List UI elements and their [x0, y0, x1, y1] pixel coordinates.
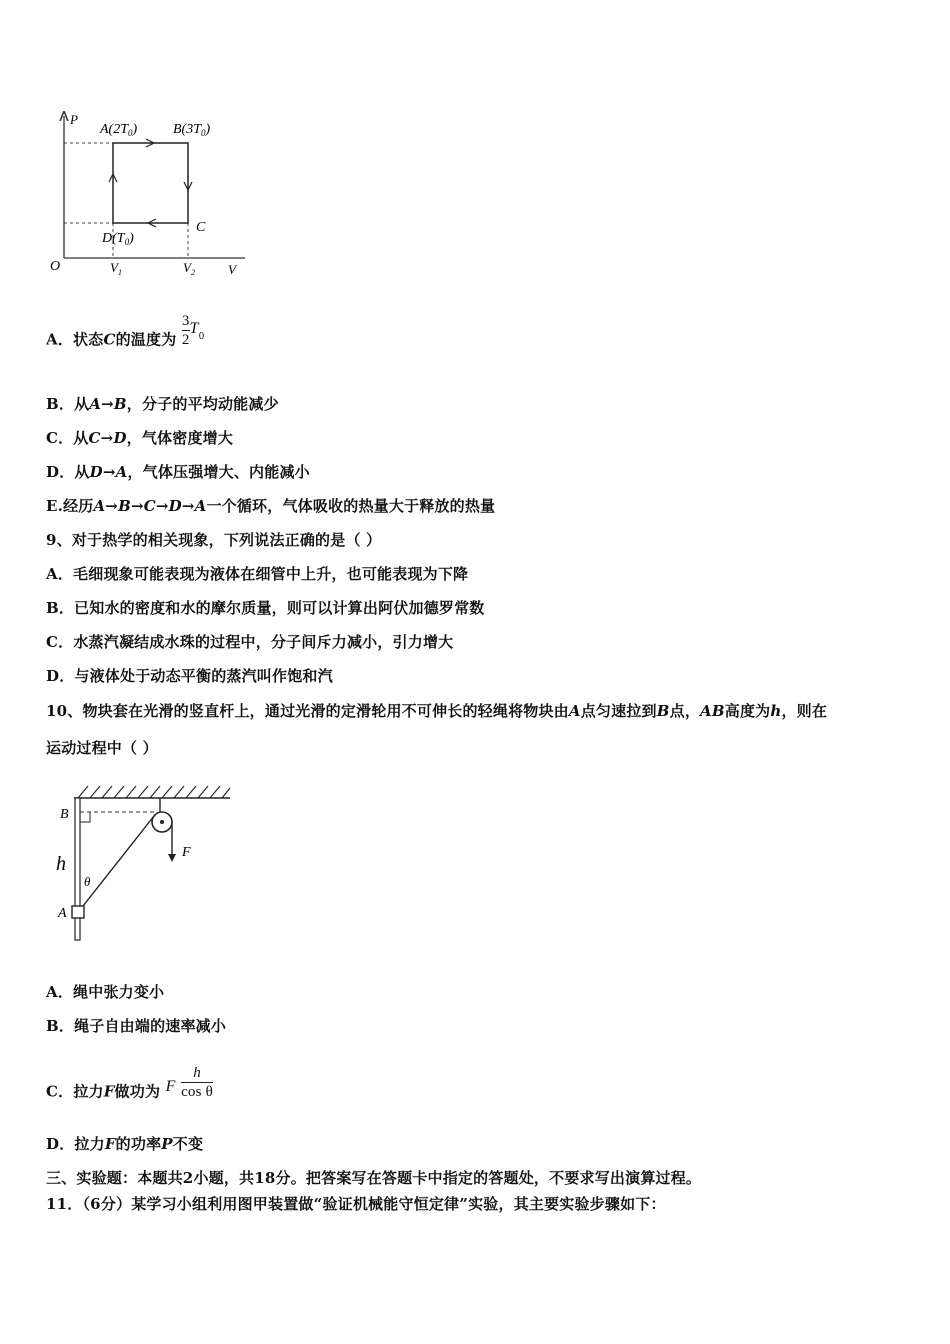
- pv-diagram: [40, 108, 260, 283]
- q10-option-d: D．拉力F的功率P不变: [46, 1135, 204, 1153]
- q8-option-b: B．从A→B，分子的平均动能减少: [46, 395, 279, 413]
- svg-text:V2: $V_2$: [183, 260, 195, 277]
- v2-label: V: [183, 260, 191, 275]
- q8-option-c: C．从C→D，气体密度增大: [46, 429, 234, 447]
- q8-option-e: E.经历A→B→C→D→A一个循环，气体吸收的热量大于释放的热量: [46, 497, 496, 515]
- p-axis-label: P: [70, 112, 78, 127]
- q9-stem: 9、对于热学的相关现象，下列说法正确的是（ ）: [46, 531, 382, 549]
- q10-option-c: C．拉力F做功为 F $\frac{h}{\text{cos θ}}$: [46, 1065, 214, 1101]
- v-axis-label: V: [228, 262, 236, 277]
- q8-option-d: D．从D→A，气体压强增大、内能减小: [46, 463, 310, 481]
- section-3-heading: 三、实验题：本题共2小题，共18分。把答案写在答题卡中指定的答题处，不要求写出演算过程。: [46, 1169, 702, 1187]
- label-h: h: [56, 853, 66, 875]
- q9-option-c: C．水蒸汽凝结成水珠的过程中，分子间斥力减小，引力增大: [46, 633, 454, 651]
- fraction-3-2: $\frac{3}{2}$: [181, 313, 190, 348]
- svg-text:B(3T0): $B(3T_0)$: [173, 122, 211, 138]
- label-a: A: [58, 906, 67, 921]
- state-c-label: C: [196, 220, 206, 235]
- cycle-path: [113, 143, 188, 223]
- q9-option-d: D．与液体处于动态平衡的蒸汽叫作饱和汽: [46, 667, 333, 685]
- pulley-diagram: [50, 778, 235, 948]
- fraction-h-cos: $\frac{h}{\text{cos θ}}$: [181, 1065, 214, 1100]
- block: [72, 906, 84, 918]
- q9-option-b: B．已知水的密度和水的摩尔质量，则可以计算出阿伏加德罗常数: [46, 599, 485, 617]
- rope: [83, 816, 154, 906]
- vertical-rod: [75, 798, 80, 940]
- label-theta: θ: [84, 874, 91, 889]
- label-f: F: [182, 845, 191, 860]
- q8-option-a: A．状态C的温度为 $\frac{3}{2}$ $T_0$: [46, 313, 205, 349]
- q10-option-b: B．绳子自由端的速率减小: [46, 1017, 227, 1035]
- label-b: B: [60, 807, 69, 822]
- q11-stem: 11．（6分）某学习小组利用图甲装置做“验证机械能守恒定律”实验，其主要实验步骤如下：: [46, 1195, 666, 1213]
- v1-label: V: [110, 260, 118, 275]
- q9-option-a: A．毛细现象可能表现为液体在细管中上升，也可能表现为下降: [46, 565, 469, 583]
- state-d-label: D(T: [102, 231, 125, 246]
- svg-text:D(T0): $D(T_0)$: [102, 231, 134, 247]
- svg-text:A(2T0): $A(2T_0)$: [100, 122, 138, 138]
- q10-stem-line2: 运动过程中（ ）: [46, 739, 158, 757]
- state-b-label: B(3T: [173, 122, 201, 137]
- svg-text:V1: $V_1$: [110, 260, 122, 277]
- q10-option-a: A．绳中张力变小: [46, 983, 165, 1001]
- q10-stem: 10、物块套在光滑的竖直杆上，通过光滑的定滑轮用不可伸长的轻绳将物块由A点匀速拉到B点，AB高度为h，则在: [46, 702, 828, 720]
- state-a-label: A(2T: [100, 122, 128, 137]
- origin-label: O: [50, 259, 61, 274]
